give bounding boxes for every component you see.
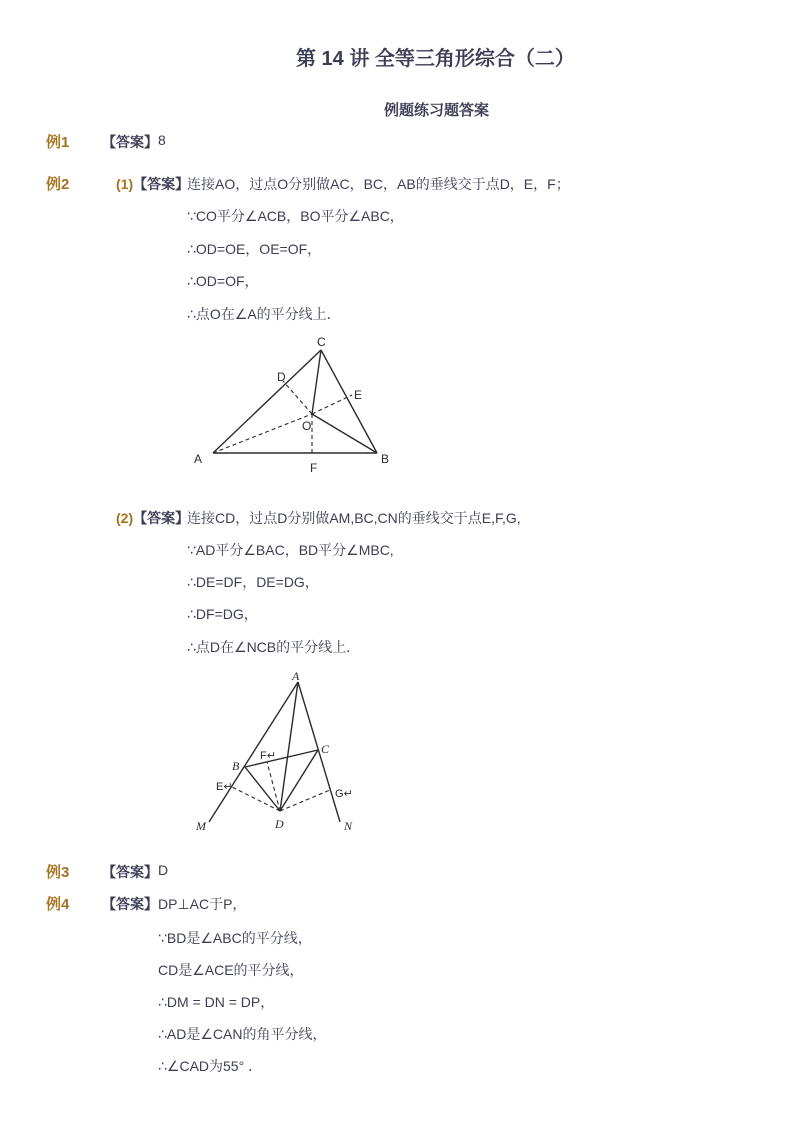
answer-tag: 【答案】 [133,510,190,526]
example-2-part1-line-3: ∴OD=OE，OE=OF， [187,241,322,257]
label-f: F [310,461,318,475]
segment-ad [280,682,298,811]
label-d: D [277,370,286,384]
label-d: D [275,817,284,831]
label-e: E [354,388,363,402]
example-4-line-5: ∴∠CAD为55° ． [158,1058,263,1074]
example-2-part1-tag [116,174,189,194]
label-b: B [232,759,240,773]
example-2-part1-line-2: ∵CO平分∠ACB，BO平分∠ABC， [187,208,404,224]
segment-co [312,350,321,414]
side-ac [213,350,321,453]
example-4-line-3: ∴DM = DN = DP， [158,994,275,1010]
example-2-part1-line-1: 连接AO，过点O分别做AC，BC，AB的垂线交于点D，E，F； [187,176,570,192]
example-1-answer: 8 [158,132,166,148]
example-3-answer-tag: 【答案】 [102,864,158,880]
example-2-part1-line-4: ∴OD=OF， [187,273,259,289]
example-4-line-0: DP⊥AC于P， [158,896,247,912]
segment-bc [245,750,318,767]
segment-bd [245,767,280,811]
triangle-figure-2 [190,664,370,839]
dashed-oe [312,395,352,414]
example-1-answer-tag: 【答案】 [102,134,158,150]
label-f: F↵ [260,750,276,762]
dashed-dg [280,790,330,811]
segment-cd [280,750,318,811]
dashed-de [232,787,280,811]
answer-tag: 【答案】 [133,176,190,192]
example-2-part2-line-4: ∴DF=DG， [187,606,258,622]
section-subtitle: 例题练习题答案 [384,102,490,119]
label-c: C [321,742,330,756]
example-4-line-4: ∴AD是∠CAN的角平分线， [158,1026,327,1042]
example-4-line-1: ∵BD是∠ABC的平分线， [158,930,312,946]
example-2-part1-line-5: ∴点O在∠A的平分线上． [187,306,341,322]
ray-am [209,682,298,822]
dashed-ao [213,414,312,453]
example-3-answer: D [158,862,169,878]
example-4-answer-tag: 【答案】 [102,896,158,912]
label-b: B [381,452,390,466]
page-title: 第 14 讲 全等三角形综合（二） [296,48,575,70]
label-n: N [344,819,353,833]
example-2-part2-line-1: 连接CD，过点D分别做AM,BC,CN的垂线交于点E,F,G, [187,510,521,526]
example-4-line-2: CD是∠ACE的平分线， [158,962,304,978]
example-2-part2-line-5: ∴点D在∠NCB的平分线上． [187,639,361,655]
example-2-label: 例2 [46,176,70,193]
side-cb [321,350,377,453]
example-4-label: 例4 [46,896,70,913]
part-number: (1) [116,176,134,192]
label-c: C [317,335,326,349]
dashed-od [283,381,312,414]
label-o: O [302,419,312,433]
example-2-part2-line-3: ∴DE=DF，DE=DG， [187,574,319,590]
part-number: (2) [116,510,134,526]
triangle-figure-1 [185,330,405,480]
example-3-label: 例3 [46,864,70,881]
label-g: G↵ [335,788,353,800]
segment-ob [312,414,377,453]
label-e: E↵ [216,781,233,793]
label-a: A [194,452,203,466]
label-a: A [292,669,300,683]
example-1-label: 例1 [46,134,70,151]
example-2-part2-tag [116,508,189,528]
example-2-part2-line-2: ∵AD平分∠BAC，BD平分∠MBC, [187,542,394,558]
label-m: M [196,819,206,833]
ray-an [298,682,340,822]
